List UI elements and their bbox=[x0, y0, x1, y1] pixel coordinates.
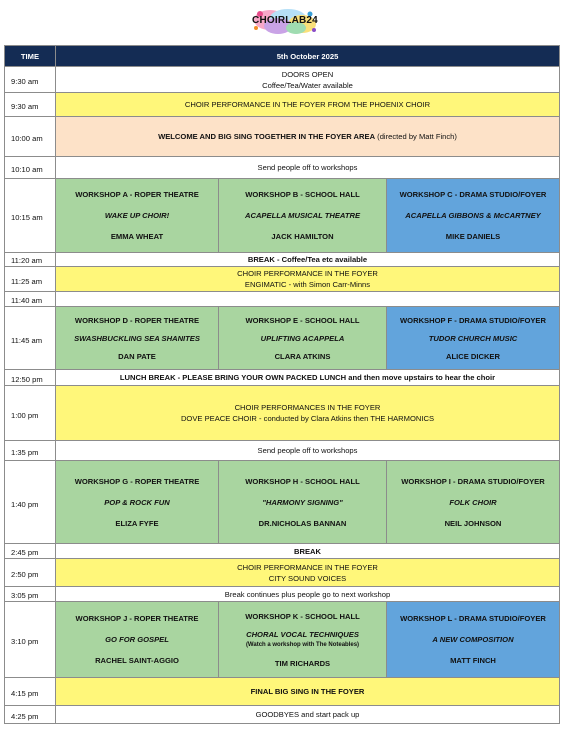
time-cell: 4:25 pm bbox=[5, 706, 56, 724]
choirlab-logo bbox=[248, 6, 322, 38]
event-cell: Break continues plus people go to next workshop bbox=[56, 587, 560, 602]
event-cell bbox=[56, 267, 560, 292]
workshop-name: POP & ROCK FUN bbox=[104, 497, 170, 507]
workshop-cell bbox=[387, 179, 560, 253]
event-cell: Send people off to workshops bbox=[56, 157, 560, 179]
workshop-cell bbox=[56, 602, 219, 678]
schedule-row bbox=[5, 370, 560, 386]
workshop-cell bbox=[56, 461, 219, 544]
schedule-row bbox=[5, 386, 560, 441]
workshop-name: GO FOR GOSPEL bbox=[105, 635, 169, 644]
workshop-cell bbox=[219, 461, 387, 544]
time-cell: 3:05 pm bbox=[5, 587, 56, 602]
workshop-title: WORKSHOP D - ROPER THEATRE bbox=[74, 315, 200, 325]
schedule-row bbox=[5, 93, 560, 117]
workshop-row bbox=[5, 179, 560, 253]
workshop-note: (Watch a workshop with The Noteables) bbox=[245, 641, 360, 648]
schedule-row bbox=[5, 678, 560, 706]
workshop-leader: ELIZA FYFE bbox=[115, 518, 159, 528]
event-cell: GOODBYES and start pack up bbox=[56, 706, 560, 724]
workshop-title: WORKSHOP L - DRAMA STUDIO/FOYER bbox=[400, 614, 546, 623]
workshop-name: "HARMONY SIGNING" bbox=[262, 497, 343, 507]
workshop-name: SWASHBUCKLING SEA SHANITES bbox=[74, 333, 200, 343]
time-cell: 10:15 am bbox=[5, 179, 56, 253]
workshop-name: UPLIFTING ACAPPELA bbox=[260, 333, 345, 343]
workshop-title: WORKSHOP K - SCHOOL HALL bbox=[245, 611, 360, 621]
event-line: CHOIR PERFORMANCE IN THE FOYER bbox=[237, 269, 378, 278]
time-column-header: TIME bbox=[5, 46, 56, 67]
workshop-title: WORKSHOP J - ROPER THEATRE bbox=[75, 614, 199, 623]
event-line: CHOIR PERFORMANCE IN THE FOYER bbox=[237, 562, 378, 572]
schedule-table bbox=[4, 45, 560, 724]
time-cell: 1:35 pm bbox=[5, 441, 56, 461]
workshop-title: WORKSHOP C - DRAMA STUDIO/FOYER bbox=[399, 190, 547, 199]
workshop-title: WORKSHOP G - ROPER THEATRE bbox=[74, 476, 200, 486]
event-cell bbox=[56, 559, 560, 587]
workshop-leader: TIM RICHARDS bbox=[274, 658, 331, 668]
workshop-row bbox=[5, 307, 560, 370]
event-note-text: - Coffee/Tea etc available bbox=[274, 255, 368, 264]
workshop-name: FOLK CHOIR bbox=[449, 497, 497, 507]
workshop-name: TUDOR CHURCH MUSIC bbox=[428, 333, 518, 343]
workshop-leader: EMMA WHEAT bbox=[110, 232, 164, 241]
time-cell: 2:45 pm bbox=[5, 544, 56, 559]
workshop-name: ACAPELLA GIBBONS & McCARTNEY bbox=[405, 211, 541, 220]
event-cell bbox=[56, 67, 560, 93]
workshop-title: WORKSHOP E - SCHOOL HALL bbox=[245, 315, 360, 325]
event-cell: FINAL BIG SING IN THE FOYER bbox=[56, 678, 560, 706]
time-cell: 11:25 am bbox=[5, 267, 56, 292]
workshop-cell bbox=[387, 461, 560, 544]
schedule-row bbox=[5, 706, 560, 724]
workshop-name: ACAPELLA MUSICAL THEATRE bbox=[244, 211, 361, 220]
workshop-leader: CLARA ATKINS bbox=[274, 351, 331, 361]
workshop-row bbox=[5, 461, 560, 544]
workshop-leader: DR.NICHOLAS BANNAN bbox=[258, 518, 347, 528]
workshop-title: WORKSHOP A - ROPER THEATRE bbox=[75, 190, 199, 199]
workshop-cell bbox=[387, 307, 560, 370]
workshop-cell bbox=[219, 602, 387, 678]
event-cell bbox=[56, 253, 560, 267]
event-line: Coffee/Tea/Water available bbox=[262, 80, 353, 90]
schedule-row bbox=[5, 253, 560, 267]
event-cell bbox=[56, 117, 560, 157]
schedule-row bbox=[5, 544, 560, 559]
header-row bbox=[5, 46, 560, 67]
workshop-name: WAKE UP CHOIR! bbox=[104, 211, 170, 220]
event-cell bbox=[56, 386, 560, 441]
schedule-row bbox=[5, 292, 560, 307]
time-cell: 1:40 pm bbox=[5, 461, 56, 544]
time-cell: 9:30 am bbox=[5, 67, 56, 93]
event-cell: LUNCH BREAK - PLEASE BRING YOUR OWN PACKED LUNCH and then move upstairs to hear the choir bbox=[56, 370, 560, 386]
event-line: DOORS OPEN bbox=[281, 69, 334, 79]
schedule-row bbox=[5, 587, 560, 602]
event-line: CHOIR PERFORMANCES IN THE FOYER bbox=[234, 403, 381, 412]
workshop-leader: MIKE DANIELS bbox=[445, 232, 501, 241]
time-cell: 10:10 am bbox=[5, 157, 56, 179]
time-cell: 12:50 pm bbox=[5, 370, 56, 386]
time-cell: 9:30 am bbox=[5, 93, 56, 117]
time-cell: 11:45 am bbox=[5, 307, 56, 370]
event-bold-text: BREAK bbox=[247, 255, 275, 264]
event-line: ENGIMATIC - with Simon Carr-Minns bbox=[244, 280, 371, 289]
schedule-row bbox=[5, 157, 560, 179]
workshop-name: A NEW COMPOSITION bbox=[432, 635, 514, 644]
workshop-leader: NEIL JOHNSON bbox=[444, 518, 502, 528]
schedule-row bbox=[5, 67, 560, 93]
workshop-leader: MATT FINCH bbox=[450, 656, 496, 665]
schedule-row bbox=[5, 267, 560, 292]
workshop-cell bbox=[219, 307, 387, 370]
event-cell: CHOIR PERFORMANCE IN THE FOYER FROM THE PHOENIX CHOIR bbox=[56, 93, 560, 117]
workshop-cell bbox=[56, 307, 219, 370]
workshop-title: WORKSHOP H - SCHOOL HALL bbox=[245, 476, 360, 486]
logo-wordmark: CHOIRLAB24 bbox=[252, 15, 318, 26]
event-line: CITY SOUND VOICES bbox=[268, 573, 347, 583]
workshop-leader: DAN PATE bbox=[118, 351, 156, 361]
workshop-cell bbox=[219, 179, 387, 253]
event-cell bbox=[56, 292, 560, 307]
time-cell: 3:10 pm bbox=[5, 602, 56, 678]
workshop-leader: RACHEL SAINT-AGGIO bbox=[95, 656, 179, 665]
workshop-title: WORKSHOP I - DRAMA STUDIO/FOYER bbox=[401, 476, 545, 486]
time-cell: 2:50 pm bbox=[5, 559, 56, 587]
workshop-cell bbox=[56, 179, 219, 253]
event-cell: BREAK bbox=[56, 544, 560, 559]
workshop-cell bbox=[387, 602, 560, 678]
event-bold-text: WELCOME AND BIG SING TOGETHER IN THE FOYER AREA bbox=[158, 132, 376, 141]
workshop-leader: ALICE DICKER bbox=[445, 351, 500, 361]
workshop-title: WORKSHOP B - SCHOOL HALL bbox=[245, 190, 360, 199]
event-line: DOVE PEACE CHOIR - conducted by Clara Atkins then THE HARMONICS bbox=[180, 414, 435, 423]
workshop-title: WORKSHOP F - DRAMA STUDIO/FOYER bbox=[400, 315, 546, 325]
time-cell: 10:00 am bbox=[5, 117, 56, 157]
workshop-name: CHORAL VOCAL TECHNIQUES bbox=[246, 629, 359, 639]
schedule-row bbox=[5, 441, 560, 461]
time-cell: 4:15 pm bbox=[5, 678, 56, 706]
event-cell: Send people off to workshops bbox=[56, 441, 560, 461]
time-cell: 1:00 pm bbox=[5, 386, 56, 441]
schedule-row bbox=[5, 559, 560, 587]
time-cell: 11:40 am bbox=[5, 292, 56, 307]
event-note-text: (directed by Matt Finch) bbox=[375, 132, 457, 141]
workshop-leader: JACK HAMILTON bbox=[271, 232, 334, 241]
date-header: 5th October 2025 bbox=[56, 46, 560, 67]
schedule-row bbox=[5, 117, 560, 157]
time-cell: 11:20 am bbox=[5, 253, 56, 267]
workshop-row bbox=[5, 602, 560, 678]
